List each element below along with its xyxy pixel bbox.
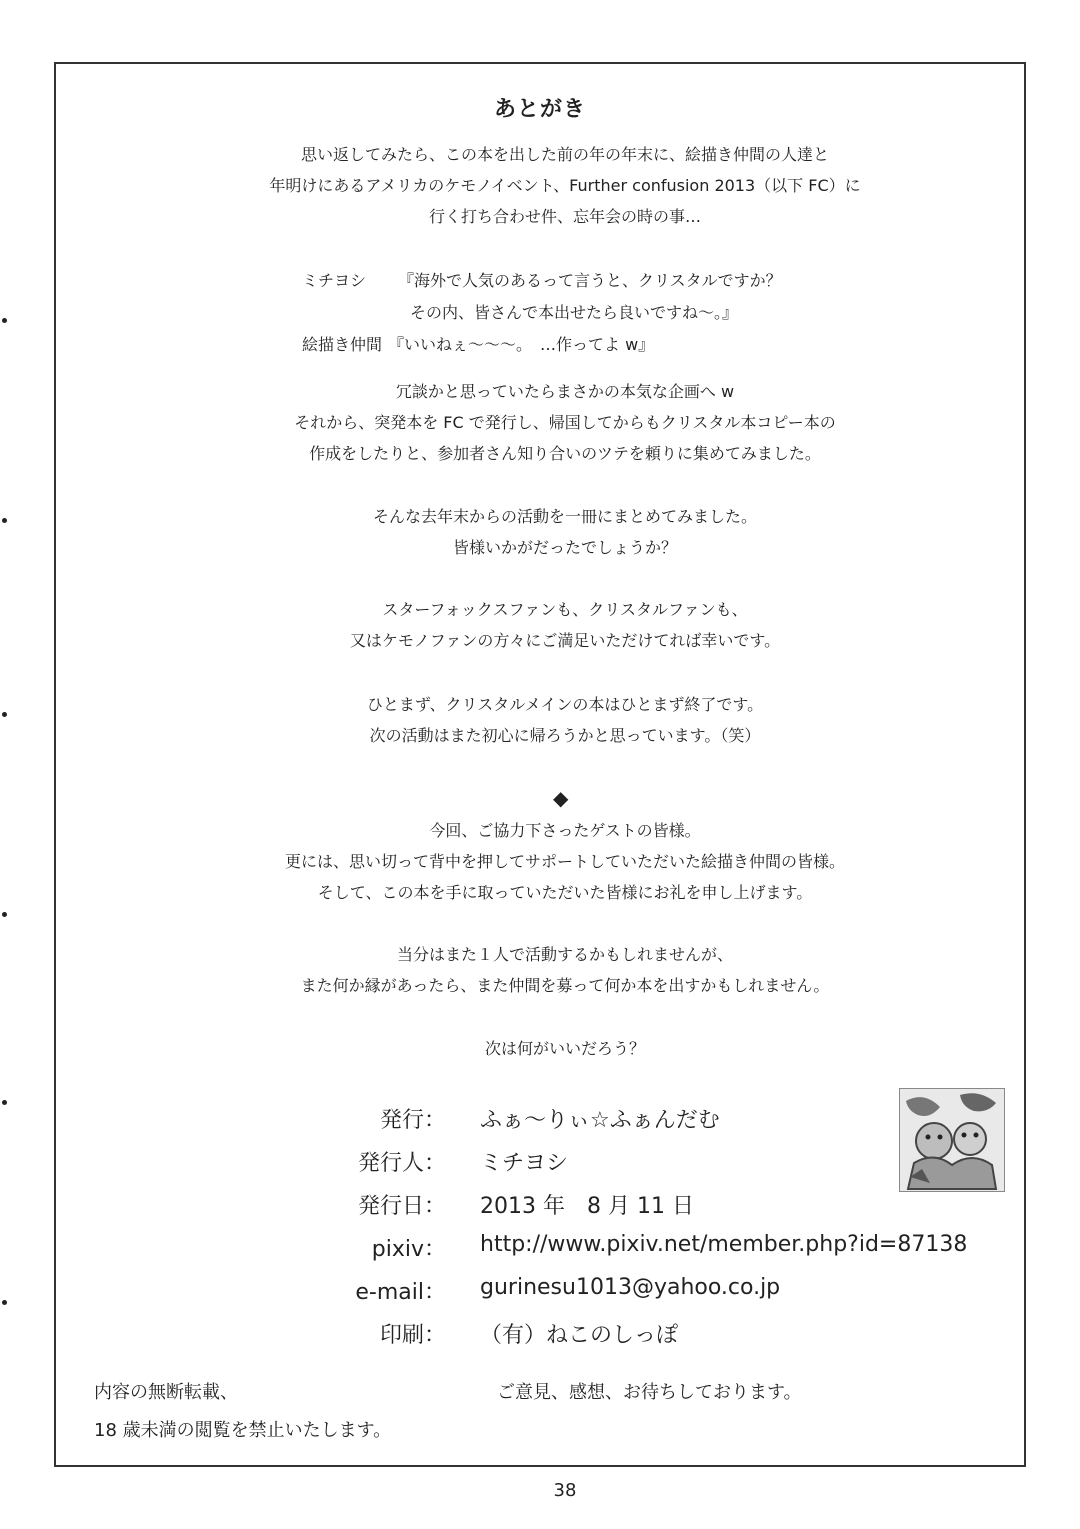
margin-dot bbox=[2, 318, 7, 323]
paragraph bbox=[0, 376, 1080, 469]
paragraph bbox=[0, 501, 1080, 563]
text-line: 更には、思い切って背中を押してサポートしていただいた絵描き仲間の皆様。 bbox=[284, 852, 845, 871]
page-title: あとがき bbox=[493, 97, 586, 122]
date-label: 発行日： bbox=[357, 1194, 446, 1219]
text-line: 次は何がいいだろう？ bbox=[484, 1039, 645, 1058]
diamond-separator-icon: ◆ bbox=[553, 786, 569, 810]
email-link[interactable]: gurinesu1013@yahoo.co.jp bbox=[480, 1275, 781, 1300]
email-label: e-mail： bbox=[355, 1280, 446, 1305]
paragraph bbox=[0, 1033, 1080, 1064]
margin-dot bbox=[2, 912, 7, 917]
text-line: 冗談かと思っていたらまさかの本気な企画へ w bbox=[395, 382, 735, 401]
feedback-text: ご意見、感想、お待ちしております。 bbox=[497, 1382, 802, 1403]
publisher-value: ふぁ〜りぃ☆ふぁんだむ bbox=[480, 1108, 720, 1133]
print-value: （有）ねこのしっぽ bbox=[480, 1323, 679, 1348]
publisher-label: 発行： bbox=[379, 1108, 446, 1133]
notice-line: 内容の無断転載、 bbox=[94, 1382, 238, 1403]
intro-paragraph bbox=[0, 139, 1080, 232]
paragraph bbox=[0, 939, 1080, 1001]
text-line: 作成をしたりと、参加者さん知り合いのツテを頼りに集めてみました。 bbox=[309, 444, 821, 463]
dialogue-line: その内、皆さんで本出せたら良いですね〜。』 bbox=[410, 303, 739, 322]
pixiv-link[interactable]: http://www.pixiv.net/member.php?id=87138 bbox=[480, 1232, 968, 1257]
dialogue-speaker: 絵描き仲間 bbox=[302, 335, 383, 354]
margin-dot bbox=[2, 1100, 7, 1105]
dialogue-speaker: ミチヨシ bbox=[302, 271, 367, 290]
text-line: 年明けにあるアメリカのケモノイベント、Further confusion 2013（以下 FC）に bbox=[269, 176, 861, 195]
text-line: そんな去年末からの活動を一冊にまとめてみました。 bbox=[372, 507, 757, 526]
text-line: 思い返してみたら、この本を出した前の年の年末に、絵描き仲間の人達と bbox=[300, 145, 829, 164]
text-line: ひとまず、クリスタルメインの本はひとまず終了です。 bbox=[366, 695, 764, 714]
dialogue-line: 『いいねぇ〜〜〜。 …作ってよ w』 bbox=[388, 335, 655, 354]
text-line: 皆様いかがだったでしょうか？ bbox=[452, 538, 677, 557]
notice-line: 18 歳未満の閲覧を禁止いたします。 bbox=[94, 1420, 392, 1441]
margin-dot bbox=[2, 1300, 7, 1305]
print-label: 印刷： bbox=[379, 1323, 446, 1348]
character-illustration-icon bbox=[900, 1089, 1004, 1191]
dialogue-line: 『海外で人気のあるって言うと、クリスタルですか？ bbox=[398, 271, 782, 290]
text-line: そして、この本を手に取っていただいた皆様にお礼を申し上げます。 bbox=[317, 883, 813, 902]
date-value: 2013 年 8 月 11 日 bbox=[480, 1194, 694, 1219]
text-line: 今回、ご協力下さったゲストの皆様。 bbox=[429, 821, 701, 840]
paragraph bbox=[0, 594, 1080, 656]
author-label: 発行人： bbox=[357, 1151, 446, 1176]
text-line: 又はケモノファンの方々にご満足いただけてれば幸いです。 bbox=[349, 631, 781, 650]
character-illustration bbox=[899, 1088, 1005, 1192]
text-line: スターフォックスファンも、クリスタルファンも、 bbox=[382, 600, 748, 619]
paragraph bbox=[0, 815, 1080, 908]
author-value: ミチヨシ bbox=[480, 1151, 569, 1176]
pixiv-label: pixiv： bbox=[371, 1237, 446, 1262]
text-line: 行く打ち合わせ件、忘年会の時の事… bbox=[428, 207, 701, 226]
text-line: 当分はまた１人で活動するかもしれませんが、 bbox=[396, 945, 733, 964]
text-line: また何か縁があったら、また仲間を募って何か本を出すかもしれません。 bbox=[300, 976, 830, 995]
text-line: 次の活動はまた初心に帰ろうかと思っています。（笑） bbox=[369, 726, 761, 745]
text-line: それから、突発本を FC で発行し、帰国してからもクリスタル本コピー本の bbox=[294, 413, 836, 432]
page-number: 38 bbox=[553, 1480, 577, 1501]
paragraph bbox=[0, 689, 1080, 751]
